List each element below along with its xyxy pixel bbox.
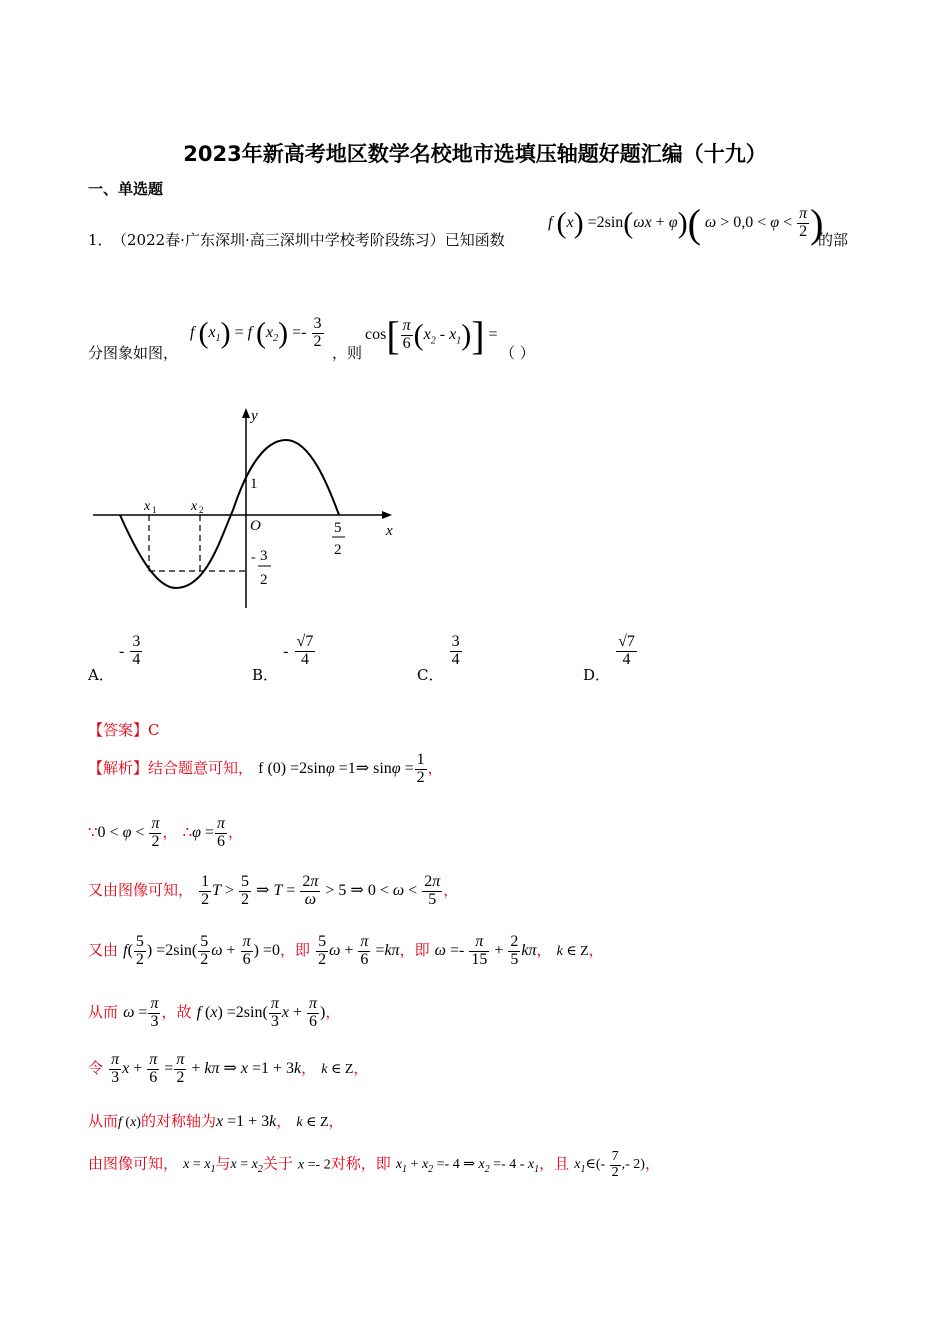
condition-equation: f $(x_1) = f$ $(x_2)$ =- $\frac{3}{2}$ (190, 315, 322, 350)
analysis-line-6: 令 $\frac{\pi}{3}$ x + $\frac{\pi}{6}$ = $\frac{\pi}{2}$ + kπ ⇒ x =1 + 3k， k ∈ Z， (88, 1051, 369, 1086)
svg-text:-: - (251, 550, 256, 565)
analysis-line-4: 又由 f( $\frac{5}{2}$ ) =2sin( $\frac{5}{2}$ ω + $\frac{\pi}{6}$ ) =0，即 $\frac{5}{2}$ ω + $\frac{\pi}{6}$ =kπ，即 ω =- $\frac{\pi}{15}$ + $\frac{2}{5}$ kπ， k ∈ Z， (88, 933, 604, 968)
zero-num: 5 (334, 520, 342, 536)
option-d[interactable]: D． $\frac{√7}{4}$ (583, 633, 635, 684)
y-intercept-label: 1 (250, 476, 258, 492)
min-level-den: 2 (260, 572, 268, 588)
x2-label: x (191, 499, 198, 514)
question-line2-prefix: 分图象如图， (88, 344, 179, 362)
question-source: （2022春·广东深圳·高三深圳中学校考阶段练习）已知函数 (112, 231, 505, 249)
function-graph (88, 400, 408, 620)
y-axis-arrow-icon (242, 408, 250, 418)
answer-line (88, 719, 160, 740)
answer-label: 【答案】 (88, 721, 149, 739)
question-number: 1． (88, 231, 113, 249)
question-suffix: 的部 (818, 231, 849, 249)
function-definition: f (x) =2sin(ωx + φ)( ω > 0,0 < φ < $\frac{\pi}{2}$ ) (548, 201, 824, 246)
analysis-line-7: 从而f (x)的对称轴为x =1 + 3k， k ∈ Z， (88, 1112, 344, 1130)
section-heading: 一、单选题 (88, 180, 164, 198)
option-a[interactable]: A． - $\frac{3}{4}$ (88, 633, 141, 684)
option-b[interactable]: B． - $\frac{√7}{4}$ (252, 633, 314, 684)
analysis-line-5: 从而 ω = $\frac{\pi}{3}$ ，故 f (x) =2sin( $\frac{\pi}{3}$ x + $\frac{\pi}{6}$ )， (88, 995, 341, 1030)
analysis-line-3: 又由图像可知， $\frac{1}{2}$ T > $\frac{5}{2}$ ⇒ T = $\frac{2\pi}{\omega}$ > 5 ⇒ 0 < ω < $\frac{2\pi}{5}$ ， (88, 873, 459, 908)
svg-text:1: 1 (152, 505, 157, 515)
answer-blank: （ ） (500, 344, 535, 362)
min-level-num: 3 (260, 548, 268, 564)
x-axis-arrow-icon (382, 511, 392, 519)
x-axis-label: x (386, 523, 393, 539)
svg-text:2: 2 (199, 505, 204, 515)
x1-label: x (144, 499, 151, 514)
analysis-line-1: 【解析】结合题意可知， f (0) =2sinφ =1⇒ sinφ = $\frac{1}{2}$ ， (88, 751, 443, 786)
origin-label: O (250, 518, 261, 534)
target-expression: cos[ $\frac{\pi}{6}$ $(x_2 - x_1)$] = (365, 313, 498, 358)
page-title: 2023年新高考地区数学名校地市选填压轴题好题汇编（十九） (183, 142, 767, 166)
option-c[interactable]: C． $\frac{3}{4}$ (417, 633, 460, 684)
zero-den: 2 (334, 542, 342, 558)
question-then: ，则 (332, 344, 363, 362)
answer-value: C (148, 721, 160, 739)
y-axis-label: y (251, 408, 258, 424)
analysis-line-8: 由图像可知， $x = x_1$与$x = x_2$关于 x =- 2对称，即 $x_1 + x_2 =- 4$ ⇒ $x_2 =- 4 - x_1$，且 $x_1\in(-$ $\frac{7}{2}$ ,- 2)， (88, 1149, 660, 1180)
analysis-line-2: ∵0 < φ < $\frac{\pi}{2}$ ， ∴φ = $\frac{\pi}{6}$ ， (88, 815, 244, 850)
